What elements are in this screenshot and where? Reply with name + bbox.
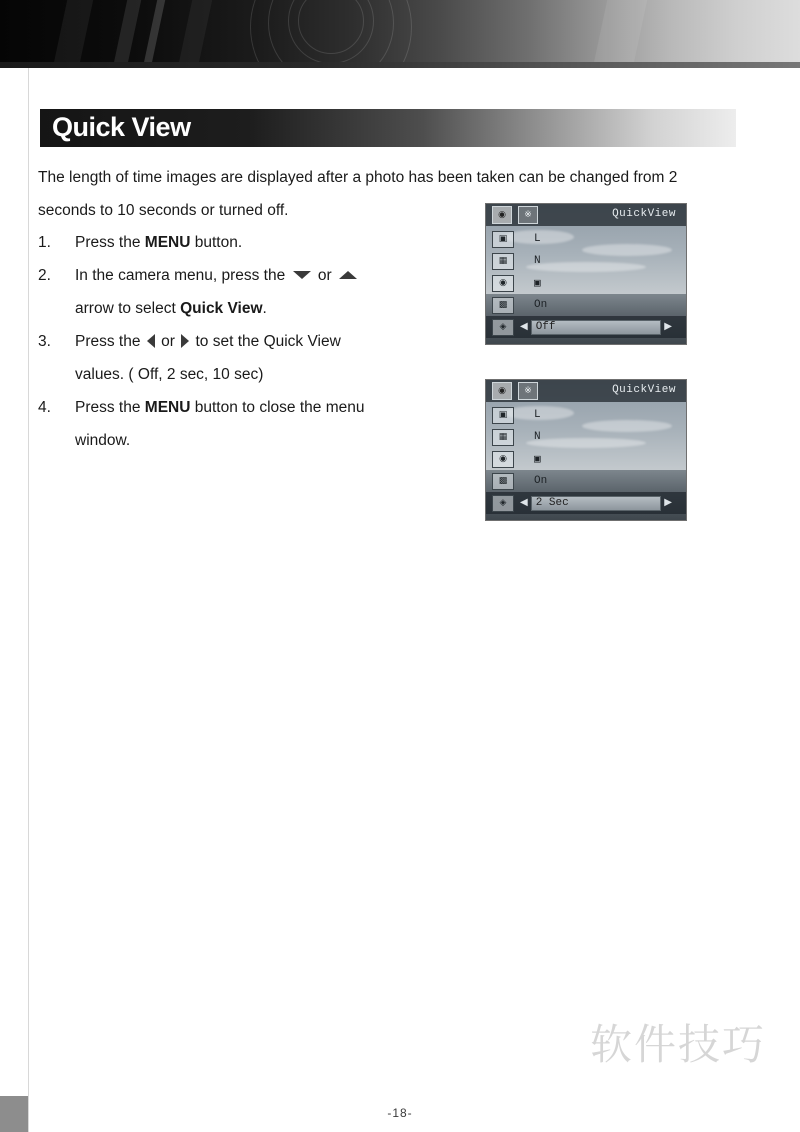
quality-icon: ▦	[492, 429, 514, 446]
camera-icon[interactable]: ◉	[492, 382, 512, 400]
sharpness-icon: ▩	[492, 473, 514, 490]
menu-row-resolution[interactable]	[486, 228, 686, 250]
right-arrow-icon[interactable]: ▶	[664, 497, 672, 508]
menu-row-sharpness[interactable]	[486, 470, 686, 492]
menu-row-metering[interactable]	[486, 272, 686, 294]
watermark: 软件技巧	[589, 1020, 766, 1069]
left-arrow-icon	[147, 334, 155, 348]
step2-text-c: .	[262, 300, 267, 317]
step1-text-a: Press the	[75, 234, 145, 251]
menu-row-resolution[interactable]	[486, 404, 686, 426]
step-body	[75, 259, 468, 325]
step3-text-c: values. ( Off, 2 sec, 10 sec)	[75, 366, 264, 383]
menu-rows	[486, 404, 686, 514]
step-item-4	[38, 391, 468, 457]
quickview-value: Off	[531, 320, 662, 335]
step-number: 2.	[38, 267, 51, 284]
step-item-3	[38, 325, 468, 391]
menu-button-label: MENU	[144, 399, 191, 416]
camera-screen-quickview-2sec	[485, 379, 687, 521]
resolution-icon: ▣	[492, 231, 514, 248]
quickview-icon: ◈	[492, 495, 514, 512]
menu-row-value: N	[534, 431, 541, 443]
menu-row-value: ▣	[534, 454, 541, 466]
step3-text-b: to set the Quick View	[191, 333, 341, 350]
metering-icon: ◉	[492, 451, 514, 468]
right-arrow-icon	[181, 334, 189, 348]
camera-icon[interactable]: ◉	[492, 206, 512, 224]
page-left-margin	[0, 68, 29, 1132]
header-banner-image	[0, 0, 800, 68]
step-body	[75, 325, 468, 391]
down-arrow-icon	[293, 271, 311, 279]
step1-text-b: button.	[190, 234, 243, 251]
screen-header	[486, 380, 686, 402]
quality-icon: ▦	[492, 253, 514, 270]
step3-text-a: Press the	[75, 333, 145, 350]
menu-row-sharpness[interactable]	[486, 294, 686, 316]
metering-icon: ◉	[492, 275, 514, 292]
tools-icon[interactable]: ※	[518, 206, 538, 224]
tools-icon[interactable]: ※	[518, 382, 538, 400]
left-arrow-icon[interactable]: ◀	[520, 321, 528, 332]
step-number: 4.	[38, 399, 51, 416]
steps-list	[38, 226, 468, 457]
menu-row-value: L	[534, 233, 541, 245]
menu-button-label: MENU	[144, 234, 191, 251]
menu-row-value: On	[534, 475, 548, 487]
step-item-2	[38, 259, 468, 325]
menu-row-value: On	[534, 299, 548, 311]
screen-title: QuickView	[612, 384, 676, 396]
step-item-1	[38, 226, 468, 259]
page-title: Quick View	[52, 112, 191, 142]
step-number: 3.	[38, 333, 51, 350]
left-arrow-icon[interactable]: ◀	[520, 497, 528, 508]
menu-row-quality[interactable]	[486, 426, 686, 448]
step2-or: or	[313, 267, 336, 284]
screen-header	[486, 204, 686, 226]
menu-row-metering[interactable]	[486, 448, 686, 470]
right-arrow-icon[interactable]: ▶	[664, 321, 672, 332]
step-body	[75, 226, 468, 259]
menu-row-quickview[interactable]	[486, 492, 686, 514]
menu-row-quality[interactable]	[486, 250, 686, 272]
step4-text-c: window.	[75, 432, 131, 449]
menu-row-quickview[interactable]	[486, 316, 686, 338]
intro-paragraph: The length of time images are displayed after a photo has been taken can be changed from 2 seconds to 10 seconds or turned off.	[38, 169, 678, 219]
step4-text-b: button to close the menu	[190, 399, 365, 416]
camera-screen-quickview-off	[485, 203, 687, 345]
sharpness-icon: ▩	[492, 297, 514, 314]
quick-view-label: Quick View	[180, 300, 263, 317]
up-arrow-icon	[339, 271, 357, 279]
menu-row-value: N	[534, 255, 541, 267]
document-page	[0, 68, 800, 1132]
step-number: 1.	[38, 234, 51, 251]
step2-text-a: In the camera menu, press the	[75, 267, 290, 284]
step4-text-a: Press the	[75, 399, 145, 416]
quickview-value: 2 Sec	[531, 496, 662, 511]
page-number: -18-	[387, 1106, 413, 1120]
quickview-icon: ◈	[492, 319, 514, 336]
menu-row-value: ▣	[534, 278, 541, 290]
menu-rows	[486, 228, 686, 338]
menu-row-value: L	[534, 409, 541, 421]
resolution-icon: ▣	[492, 407, 514, 424]
value-stepper[interactable]	[520, 320, 672, 335]
step3-or: or	[156, 333, 180, 350]
screen-title: QuickView	[612, 208, 676, 220]
value-stepper[interactable]	[520, 496, 672, 511]
step-body	[75, 391, 468, 457]
step2-text-b: arrow to select	[75, 300, 181, 317]
